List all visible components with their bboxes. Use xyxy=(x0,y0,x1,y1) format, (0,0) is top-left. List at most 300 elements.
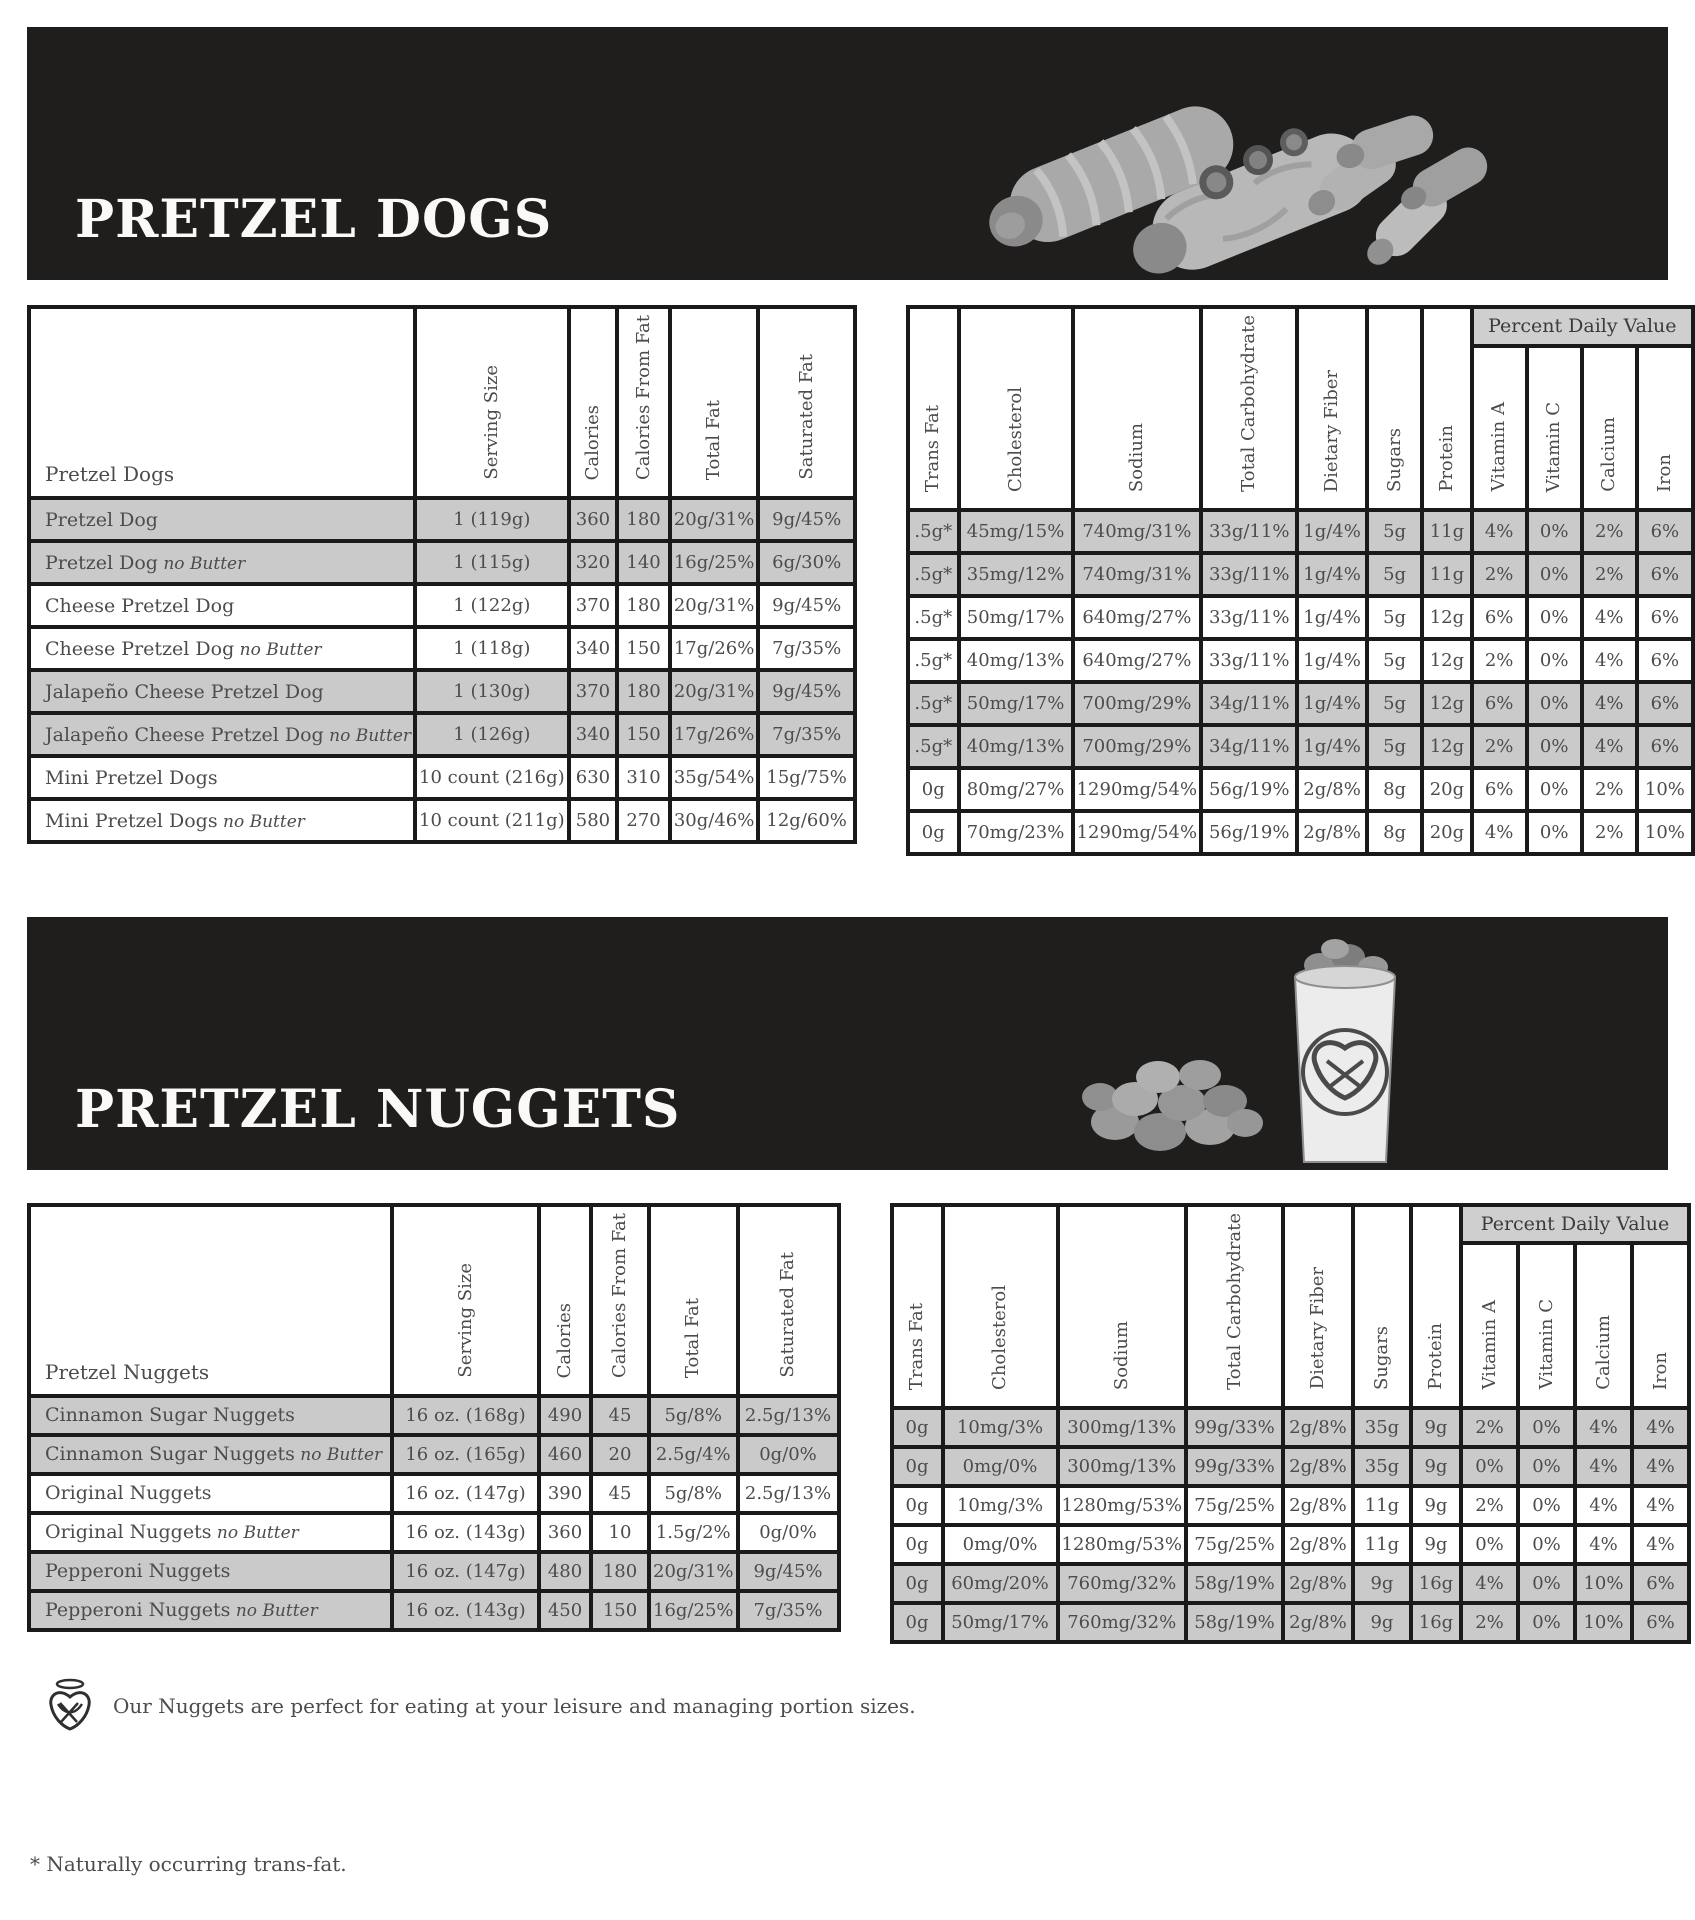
table-cell: 460 xyxy=(539,1435,591,1474)
percent-daily-value-header: Percent Daily Value xyxy=(1472,307,1693,346)
table-cell: 45 xyxy=(591,1474,649,1513)
pretzel-halo-icon xyxy=(45,1677,93,1735)
table-cell: 10% xyxy=(1637,811,1693,854)
column-header: Cholesterol xyxy=(959,307,1073,510)
column-header: Sugars xyxy=(1367,307,1422,510)
table-cell: 630 xyxy=(569,756,618,799)
table-cell: 180 xyxy=(617,670,670,713)
table-cell: 5g/8% xyxy=(649,1396,738,1435)
table-cell: 640mg/27% xyxy=(1073,639,1201,682)
table-cell: 340 xyxy=(569,627,618,670)
table-cell: 580 xyxy=(569,799,618,842)
table-cell: 16 oz. (168g) xyxy=(392,1396,539,1435)
table-cell: 0% xyxy=(1527,725,1582,768)
table-cell: 0% xyxy=(1461,1525,1518,1564)
table-cell: 4% xyxy=(1472,510,1527,553)
table-cell: 0% xyxy=(1461,1447,1518,1486)
table-cell: 0% xyxy=(1518,1408,1575,1447)
table-cell: 1280mg/53% xyxy=(1058,1525,1186,1564)
column-header: Calories From Fat xyxy=(617,307,670,498)
table-cell: 2g/8% xyxy=(1283,1486,1353,1525)
table-cell: 270 xyxy=(617,799,670,842)
pretzel-dogs-banner xyxy=(27,27,1668,280)
table-cell: 20g xyxy=(1422,811,1471,854)
table-cell: 0% xyxy=(1518,1603,1575,1642)
column-header: Sodium xyxy=(1058,1205,1186,1408)
pretzel-nuggets-table-right xyxy=(890,1203,1691,1644)
column-header: Protein xyxy=(1422,307,1471,510)
item-name: Original Nuggets no Butter xyxy=(29,1513,392,1552)
table-cell: 20g/31% xyxy=(670,584,759,627)
table-cell: 7g/35% xyxy=(758,627,855,670)
table-cell: 6% xyxy=(1637,510,1693,553)
table-cell: 45 xyxy=(591,1396,649,1435)
table-row xyxy=(892,1486,1689,1525)
column-header: Dietary Fiber xyxy=(1297,307,1367,510)
table-cell: 16 oz. (147g) xyxy=(392,1552,539,1591)
table-cell: 0% xyxy=(1527,553,1582,596)
table-cell: 700mg/29% xyxy=(1073,682,1201,725)
table-cell: 310 xyxy=(617,756,670,799)
table-cell: 320 xyxy=(569,541,618,584)
table-cell: 9g/45% xyxy=(758,584,855,627)
table-cell: 4% xyxy=(1582,725,1637,768)
item-name: Jalapeño Cheese Pretzel Dog no Butter xyxy=(29,713,415,756)
table-cell: 10 count (216g) xyxy=(415,756,569,799)
table-cell: 99g/33% xyxy=(1186,1447,1283,1486)
table-cell: 340 xyxy=(569,713,618,756)
logo-cup xyxy=(1295,939,1395,1162)
table-cell: 10 count (211g) xyxy=(415,799,569,842)
table-cell: 360 xyxy=(539,1513,591,1552)
table-cell: 0% xyxy=(1518,1447,1575,1486)
table-cell: 2g/8% xyxy=(1283,1525,1353,1564)
table-cell: 4% xyxy=(1582,639,1637,682)
table-cell: 0% xyxy=(1518,1486,1575,1525)
table-cell: 58g/19% xyxy=(1186,1603,1283,1642)
table-cell: 740mg/31% xyxy=(1073,553,1201,596)
table-cell: 15g/75% xyxy=(758,756,855,799)
table-cell: 33g/11% xyxy=(1201,639,1297,682)
table-cell: 6% xyxy=(1637,596,1693,639)
table-row xyxy=(908,768,1693,811)
column-header: Serving Size xyxy=(392,1205,539,1396)
table-cell: 35g/54% xyxy=(670,756,759,799)
table-cell: 80mg/27% xyxy=(959,768,1073,811)
table-cell: 5g xyxy=(1367,510,1422,553)
table-cell: 0% xyxy=(1527,639,1582,682)
table-cell: 740mg/31% xyxy=(1073,510,1201,553)
column-header: Vitamin C xyxy=(1527,346,1582,510)
table-cell: 0% xyxy=(1527,682,1582,725)
item-name: Pepperoni Nuggets xyxy=(29,1552,392,1591)
table-cell: 0% xyxy=(1527,768,1582,811)
table-cell: 4% xyxy=(1575,1525,1632,1564)
table-cell: 8g xyxy=(1367,811,1422,854)
table-cell: 4% xyxy=(1582,596,1637,639)
table-row xyxy=(29,670,855,713)
table-cell: 1g/4% xyxy=(1297,510,1367,553)
table-cell: 12g xyxy=(1422,725,1471,768)
pretzel-nuggets-cup-photo xyxy=(1070,917,1430,1170)
column-header: Vitamin A xyxy=(1472,346,1527,510)
table-cell: 56g/19% xyxy=(1201,811,1297,854)
table-cell: 33g/11% xyxy=(1201,553,1297,596)
table-cell: 9g/45% xyxy=(758,498,855,541)
nuggets-note xyxy=(45,1677,1695,1735)
table-cell: 2% xyxy=(1582,553,1637,596)
table-row xyxy=(908,725,1693,768)
item-name: Mini Pretzel Dogs xyxy=(29,756,415,799)
table-cell: 1 (130g) xyxy=(415,670,569,713)
table-cell: 0g xyxy=(892,1525,943,1564)
table-cell: 4% xyxy=(1632,1486,1689,1525)
table-cell: 35g xyxy=(1353,1408,1411,1447)
table-cell: 9g xyxy=(1411,1486,1461,1525)
table-cell: 2g/8% xyxy=(1283,1408,1353,1447)
table-cell: 1g/4% xyxy=(1297,553,1367,596)
table-cell: 16g xyxy=(1411,1564,1461,1603)
item-name: Cinnamon Sugar Nuggets no Butter xyxy=(29,1435,392,1474)
table-cell: 5g xyxy=(1367,553,1422,596)
table-row xyxy=(908,682,1693,725)
table-cell: 6% xyxy=(1637,682,1693,725)
column-header: Vitamin C xyxy=(1518,1243,1575,1407)
trans-fat-footnote: * Naturally occurring trans-fat. xyxy=(30,1852,347,1876)
table-cell: 4% xyxy=(1575,1408,1632,1447)
table-category-label: Pretzel Dogs xyxy=(29,307,415,498)
table-cell: 9g xyxy=(1411,1447,1461,1486)
table-cell: 10mg/3% xyxy=(943,1486,1058,1525)
table-cell: 16g/25% xyxy=(649,1591,738,1630)
table-row xyxy=(892,1564,1689,1603)
column-header: Calories From Fat xyxy=(591,1205,649,1396)
column-header: Saturated Fat xyxy=(738,1205,839,1396)
percent-daily-value-header: Percent Daily Value xyxy=(1461,1205,1689,1244)
table-cell: .5g* xyxy=(908,639,959,682)
table-cell: 0g xyxy=(892,1603,943,1642)
table-row xyxy=(29,1513,839,1552)
table-cell: 390 xyxy=(539,1474,591,1513)
table-cell: 2% xyxy=(1582,811,1637,854)
table-cell: 9g xyxy=(1411,1525,1461,1564)
table-row xyxy=(908,811,1693,854)
item-name: Pepperoni Nuggets no Butter xyxy=(29,1591,392,1630)
table-row xyxy=(908,553,1693,596)
table-cell: 4% xyxy=(1582,682,1637,725)
table-cell: 10% xyxy=(1575,1603,1632,1642)
pretzel-dogs-table-left xyxy=(27,305,857,844)
table-cell: 490 xyxy=(539,1396,591,1435)
table-cell: 40mg/13% xyxy=(959,725,1073,768)
item-name: Cheese Pretzel Dog xyxy=(29,584,415,627)
table-cell: 75g/25% xyxy=(1186,1486,1283,1525)
table-cell: 4% xyxy=(1632,1525,1689,1564)
section-title-pretzel-dogs: PRETZEL DOGS xyxy=(75,189,553,250)
table-cell: 2% xyxy=(1582,510,1637,553)
table-cell: 9g/45% xyxy=(738,1552,839,1591)
column-header: Total Fat xyxy=(670,307,759,498)
table-cell: 2g/8% xyxy=(1283,1564,1353,1603)
table-cell: 30g/46% xyxy=(670,799,759,842)
table-cell: 1g/4% xyxy=(1297,725,1367,768)
table-row xyxy=(29,627,855,670)
column-header: Total Fat xyxy=(649,1205,738,1396)
table-cell: 9g xyxy=(1353,1564,1411,1603)
column-header: Trans Fat xyxy=(908,307,959,510)
table-cell: 20g/31% xyxy=(649,1552,738,1591)
table-cell: 16 oz. (143g) xyxy=(392,1513,539,1552)
table-cell: 370 xyxy=(569,670,618,713)
table-cell: 20g xyxy=(1422,768,1471,811)
table-cell: 35g xyxy=(1353,1447,1411,1486)
table-row xyxy=(29,541,855,584)
column-header: Cholesterol xyxy=(943,1205,1058,1408)
column-header: Dietary Fiber xyxy=(1283,1205,1353,1408)
table-row xyxy=(29,584,855,627)
table-cell: 7g/35% xyxy=(758,713,855,756)
table-cell: 1 (122g) xyxy=(415,584,569,627)
table-cell: 33g/11% xyxy=(1201,510,1297,553)
table-cell: 6% xyxy=(1637,553,1693,596)
table-cell: 20g/31% xyxy=(670,498,759,541)
table-cell: 1 (119g) xyxy=(415,498,569,541)
table-cell: 12g xyxy=(1422,639,1471,682)
table-cell: 5g/8% xyxy=(649,1474,738,1513)
column-header: Saturated Fat xyxy=(758,307,855,498)
table-cell: 50mg/17% xyxy=(943,1603,1058,1642)
table-cell: 0g xyxy=(908,811,959,854)
table-cell: 6% xyxy=(1637,725,1693,768)
table-cell: 10mg/3% xyxy=(943,1408,1058,1447)
column-header: Calcium xyxy=(1582,346,1637,510)
table-row xyxy=(892,1603,1689,1642)
table-cell: 50mg/17% xyxy=(959,596,1073,639)
table-cell: 5g xyxy=(1367,725,1422,768)
column-header: Iron xyxy=(1637,346,1693,510)
table-cell: 0mg/0% xyxy=(943,1447,1058,1486)
table-cell: 640mg/27% xyxy=(1073,596,1201,639)
table-cell: 1280mg/53% xyxy=(1058,1486,1186,1525)
table-cell: 2.5g/13% xyxy=(738,1396,839,1435)
table-cell: 12g xyxy=(1422,682,1471,725)
table-cell: 50mg/17% xyxy=(959,682,1073,725)
table-cell: 0g xyxy=(892,1408,943,1447)
table-row xyxy=(29,799,855,842)
table-cell: 16g/25% xyxy=(670,541,759,584)
table-cell: 17g/26% xyxy=(670,627,759,670)
table-cell: 0g/0% xyxy=(738,1435,839,1474)
table-cell: 0mg/0% xyxy=(943,1525,1058,1564)
table-row xyxy=(29,713,855,756)
table-cell: 11g xyxy=(1353,1486,1411,1525)
table-cell: 2g/8% xyxy=(1283,1603,1353,1642)
table-cell: 58g/19% xyxy=(1186,1564,1283,1603)
column-header: Total Carbohydrate xyxy=(1201,307,1297,510)
table-cell: .5g* xyxy=(908,553,959,596)
table-cell: 9g xyxy=(1411,1408,1461,1447)
table-cell: 180 xyxy=(617,584,670,627)
column-header: Sodium xyxy=(1073,307,1201,510)
table-cell: 0g xyxy=(892,1486,943,1525)
table-cell: .5g* xyxy=(908,682,959,725)
table-cell: 12g/60% xyxy=(758,799,855,842)
table-cell: 700mg/29% xyxy=(1073,725,1201,768)
table-cell: 4% xyxy=(1575,1447,1632,1486)
table-cell: 5g xyxy=(1367,682,1422,725)
pretzel-nuggets-banner xyxy=(27,917,1668,1170)
table-cell: 1g/4% xyxy=(1297,639,1367,682)
table-row xyxy=(29,1474,839,1513)
table-row xyxy=(892,1408,1689,1447)
table-cell: 1290mg/54% xyxy=(1073,768,1201,811)
item-name: Pretzel Dog xyxy=(29,498,415,541)
table-cell: 11g xyxy=(1422,510,1471,553)
table-cell: 480 xyxy=(539,1552,591,1591)
table-cell: 2% xyxy=(1582,768,1637,811)
pretzel-dogs-photo xyxy=(960,27,1520,280)
table-cell: 0g xyxy=(892,1564,943,1603)
table-cell: 760mg/32% xyxy=(1058,1564,1186,1603)
table-cell: 370 xyxy=(569,584,618,627)
table-cell: 11g xyxy=(1422,553,1471,596)
table-cell: 6% xyxy=(1632,1564,1689,1603)
table-cell: 6% xyxy=(1472,596,1527,639)
column-header: Sugars xyxy=(1353,1205,1411,1408)
table-cell: 2% xyxy=(1472,553,1527,596)
table-cell: 11g xyxy=(1353,1525,1411,1564)
table-cell: 99g/33% xyxy=(1186,1408,1283,1447)
table-cell: 0% xyxy=(1518,1564,1575,1603)
table-row xyxy=(892,1447,1689,1486)
table-cell: 0g xyxy=(908,768,959,811)
table-cell: 140 xyxy=(617,541,670,584)
table-cell: 4% xyxy=(1461,1564,1518,1603)
table-category-label: Pretzel Nuggets xyxy=(29,1205,392,1396)
table-cell: 0% xyxy=(1527,510,1582,553)
table-cell: 6% xyxy=(1472,682,1527,725)
table-cell: 17g/26% xyxy=(670,713,759,756)
table-cell: 60mg/20% xyxy=(943,1564,1058,1603)
table-cell: 56g/19% xyxy=(1201,768,1297,811)
table-row xyxy=(892,1525,1689,1564)
table-cell: 150 xyxy=(617,627,670,670)
table-cell: 300mg/13% xyxy=(1058,1408,1186,1447)
nuggets-note-text: Our Nuggets are perfect for eating at your leisure and managing portion sizes. xyxy=(113,1693,916,1718)
table-cell: 0% xyxy=(1518,1525,1575,1564)
table-cell: 300mg/13% xyxy=(1058,1447,1186,1486)
table-cell: 0g/0% xyxy=(738,1513,839,1552)
table-cell: 9g xyxy=(1353,1603,1411,1642)
table-cell: 2g/8% xyxy=(1297,768,1367,811)
table-row xyxy=(29,756,855,799)
table-cell: 2% xyxy=(1461,1408,1518,1447)
table-cell: 10% xyxy=(1575,1564,1632,1603)
column-header: Calories xyxy=(569,307,618,498)
item-name: Mini Pretzel Dogs no Butter xyxy=(29,799,415,842)
table-cell: 1 (118g) xyxy=(415,627,569,670)
table-cell: 34g/11% xyxy=(1201,682,1297,725)
table-cell: 16g xyxy=(1411,1603,1461,1642)
table-cell: .5g* xyxy=(908,510,959,553)
table-row xyxy=(29,1591,839,1630)
table-cell: 20 xyxy=(591,1435,649,1474)
table-cell: 4% xyxy=(1632,1447,1689,1486)
table-row xyxy=(29,1552,839,1591)
item-name: Cheese Pretzel Dog no Butter xyxy=(29,627,415,670)
table-cell: 34g/11% xyxy=(1201,725,1297,768)
table-cell: 70mg/23% xyxy=(959,811,1073,854)
table-cell: .5g* xyxy=(908,725,959,768)
table-cell: 12g xyxy=(1422,596,1471,639)
table-cell: 40mg/13% xyxy=(959,639,1073,682)
table-cell: 4% xyxy=(1575,1486,1632,1525)
table-cell: 1290mg/54% xyxy=(1073,811,1201,854)
table-cell: 450 xyxy=(539,1591,591,1630)
item-name: Original Nuggets xyxy=(29,1474,392,1513)
table-cell: 2g/8% xyxy=(1283,1447,1353,1486)
table-row xyxy=(29,498,855,541)
table-cell: 2.5g/4% xyxy=(649,1435,738,1474)
item-name: Pretzel Dog no Butter xyxy=(29,541,415,584)
table-cell: 16 oz. (143g) xyxy=(392,1591,539,1630)
item-name: Jalapeño Cheese Pretzel Dog xyxy=(29,670,415,713)
column-header: Vitamin A xyxy=(1461,1243,1518,1407)
table-cell: 45mg/15% xyxy=(959,510,1073,553)
table-cell: 1 (115g) xyxy=(415,541,569,584)
table-cell: 9g/45% xyxy=(758,670,855,713)
table-cell: 2% xyxy=(1472,725,1527,768)
table-cell: 10% xyxy=(1637,768,1693,811)
table-row xyxy=(908,639,1693,682)
table-cell: 0% xyxy=(1527,596,1582,639)
table-cell: 35mg/12% xyxy=(959,553,1073,596)
table-cell: 760mg/32% xyxy=(1058,1603,1186,1642)
column-header: Total Carbohydrate xyxy=(1186,1205,1283,1408)
table-cell: 8g xyxy=(1367,768,1422,811)
table-cell: 2% xyxy=(1461,1486,1518,1525)
table-cell: 33g/11% xyxy=(1201,596,1297,639)
column-header: Protein xyxy=(1411,1205,1461,1408)
table-cell: .5g* xyxy=(908,596,959,639)
table-cell: 360 xyxy=(569,498,618,541)
table-cell: 150 xyxy=(617,713,670,756)
table-cell: 2% xyxy=(1472,639,1527,682)
table-row xyxy=(908,596,1693,639)
table-cell: 6% xyxy=(1472,768,1527,811)
table-cell: 5g xyxy=(1367,596,1422,639)
column-header: Trans Fat xyxy=(892,1205,943,1408)
table-cell: 4% xyxy=(1632,1408,1689,1447)
table-cell: 6g/30% xyxy=(758,541,855,584)
table-cell: 1.5g/2% xyxy=(649,1513,738,1552)
table-cell: 75g/25% xyxy=(1186,1525,1283,1564)
item-name: Cinnamon Sugar Nuggets xyxy=(29,1396,392,1435)
table-cell: 180 xyxy=(617,498,670,541)
table-cell: 0g xyxy=(892,1447,943,1486)
table-cell: 6% xyxy=(1637,639,1693,682)
table-cell: 0% xyxy=(1527,811,1582,854)
table-row xyxy=(29,1396,839,1435)
table-cell: 16 oz. (165g) xyxy=(392,1435,539,1474)
table-cell: 7g/35% xyxy=(738,1591,839,1630)
table-cell: 6% xyxy=(1632,1603,1689,1642)
table-cell: 20g/31% xyxy=(670,670,759,713)
column-header: Iron xyxy=(1632,1243,1689,1407)
table-row xyxy=(29,1435,839,1474)
column-header: Calcium xyxy=(1575,1243,1632,1407)
table-cell: 1g/4% xyxy=(1297,596,1367,639)
